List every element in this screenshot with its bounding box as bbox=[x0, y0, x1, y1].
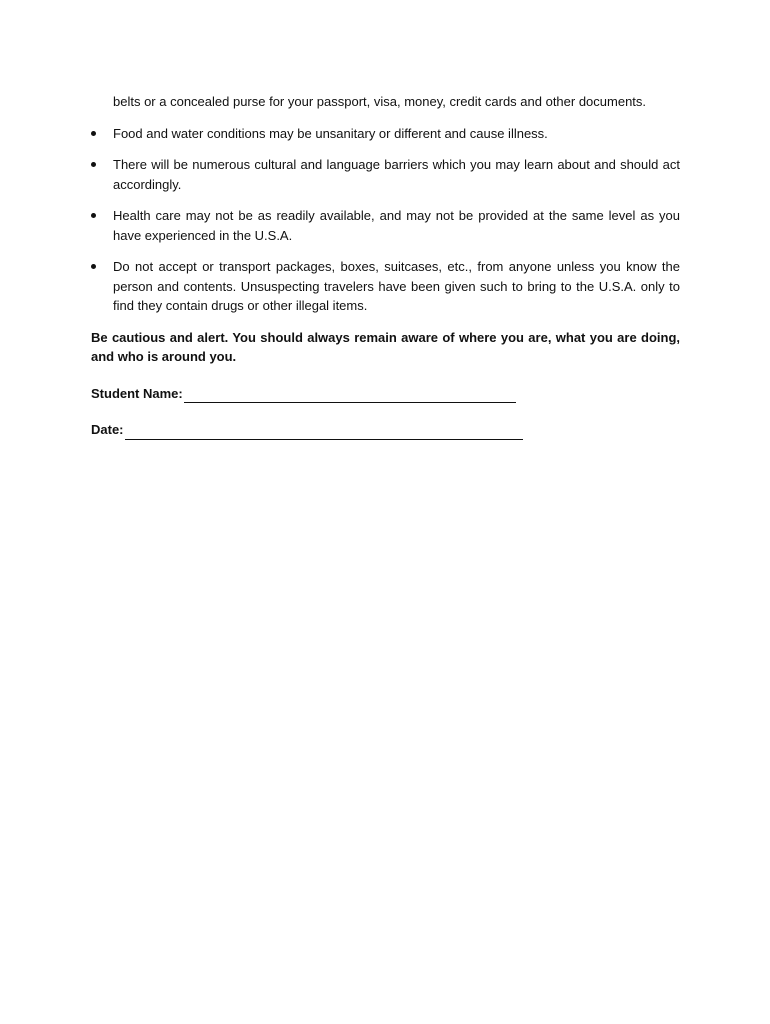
bullet-icon bbox=[91, 264, 96, 269]
bullet-icon bbox=[91, 131, 96, 136]
document-body bbox=[91, 92, 680, 457]
date-field bbox=[91, 420, 680, 440]
list-item bbox=[91, 257, 680, 316]
student-name-field bbox=[91, 384, 680, 404]
continuation-paragraph: belts or a concealed purse for your passport, visa, money, credit cards and other documents. bbox=[113, 94, 647, 109]
list-item bbox=[91, 206, 680, 245]
date-blank[interactable] bbox=[125, 425, 523, 440]
list-item-text: Do not accept or transport packages, boxes, suitcases, etc., from anyone unless you know the person and contents. Unsuspecting travelers have been given such to bring to the U.S.A. only to find they contain drugs or other illegal items. bbox=[113, 259, 680, 313]
list-item bbox=[91, 124, 680, 144]
bullet-icon bbox=[91, 162, 96, 167]
list-item-text: Health care may not be as readily available, and may not be provided at the same level as you have experienced in the U.S.A. bbox=[113, 208, 680, 243]
student-name-blank[interactable] bbox=[184, 388, 516, 403]
bullet-icon bbox=[91, 213, 96, 218]
travel-warnings-list bbox=[91, 124, 680, 316]
list-item-text: There will be numerous cultural and language barriers which you may learn about and should act accordingly. bbox=[113, 157, 680, 192]
list-item-text: Food and water conditions may be unsanitary or different and cause illness. bbox=[113, 125, 548, 141]
caution-statement: Be cautious and alert. You should always remain aware of where you are, what you are doing, and who is around you. bbox=[91, 329, 680, 364]
list-item bbox=[91, 155, 680, 194]
student-name-label: Student Name: bbox=[91, 385, 183, 401]
date-label: Date: bbox=[91, 422, 124, 437]
